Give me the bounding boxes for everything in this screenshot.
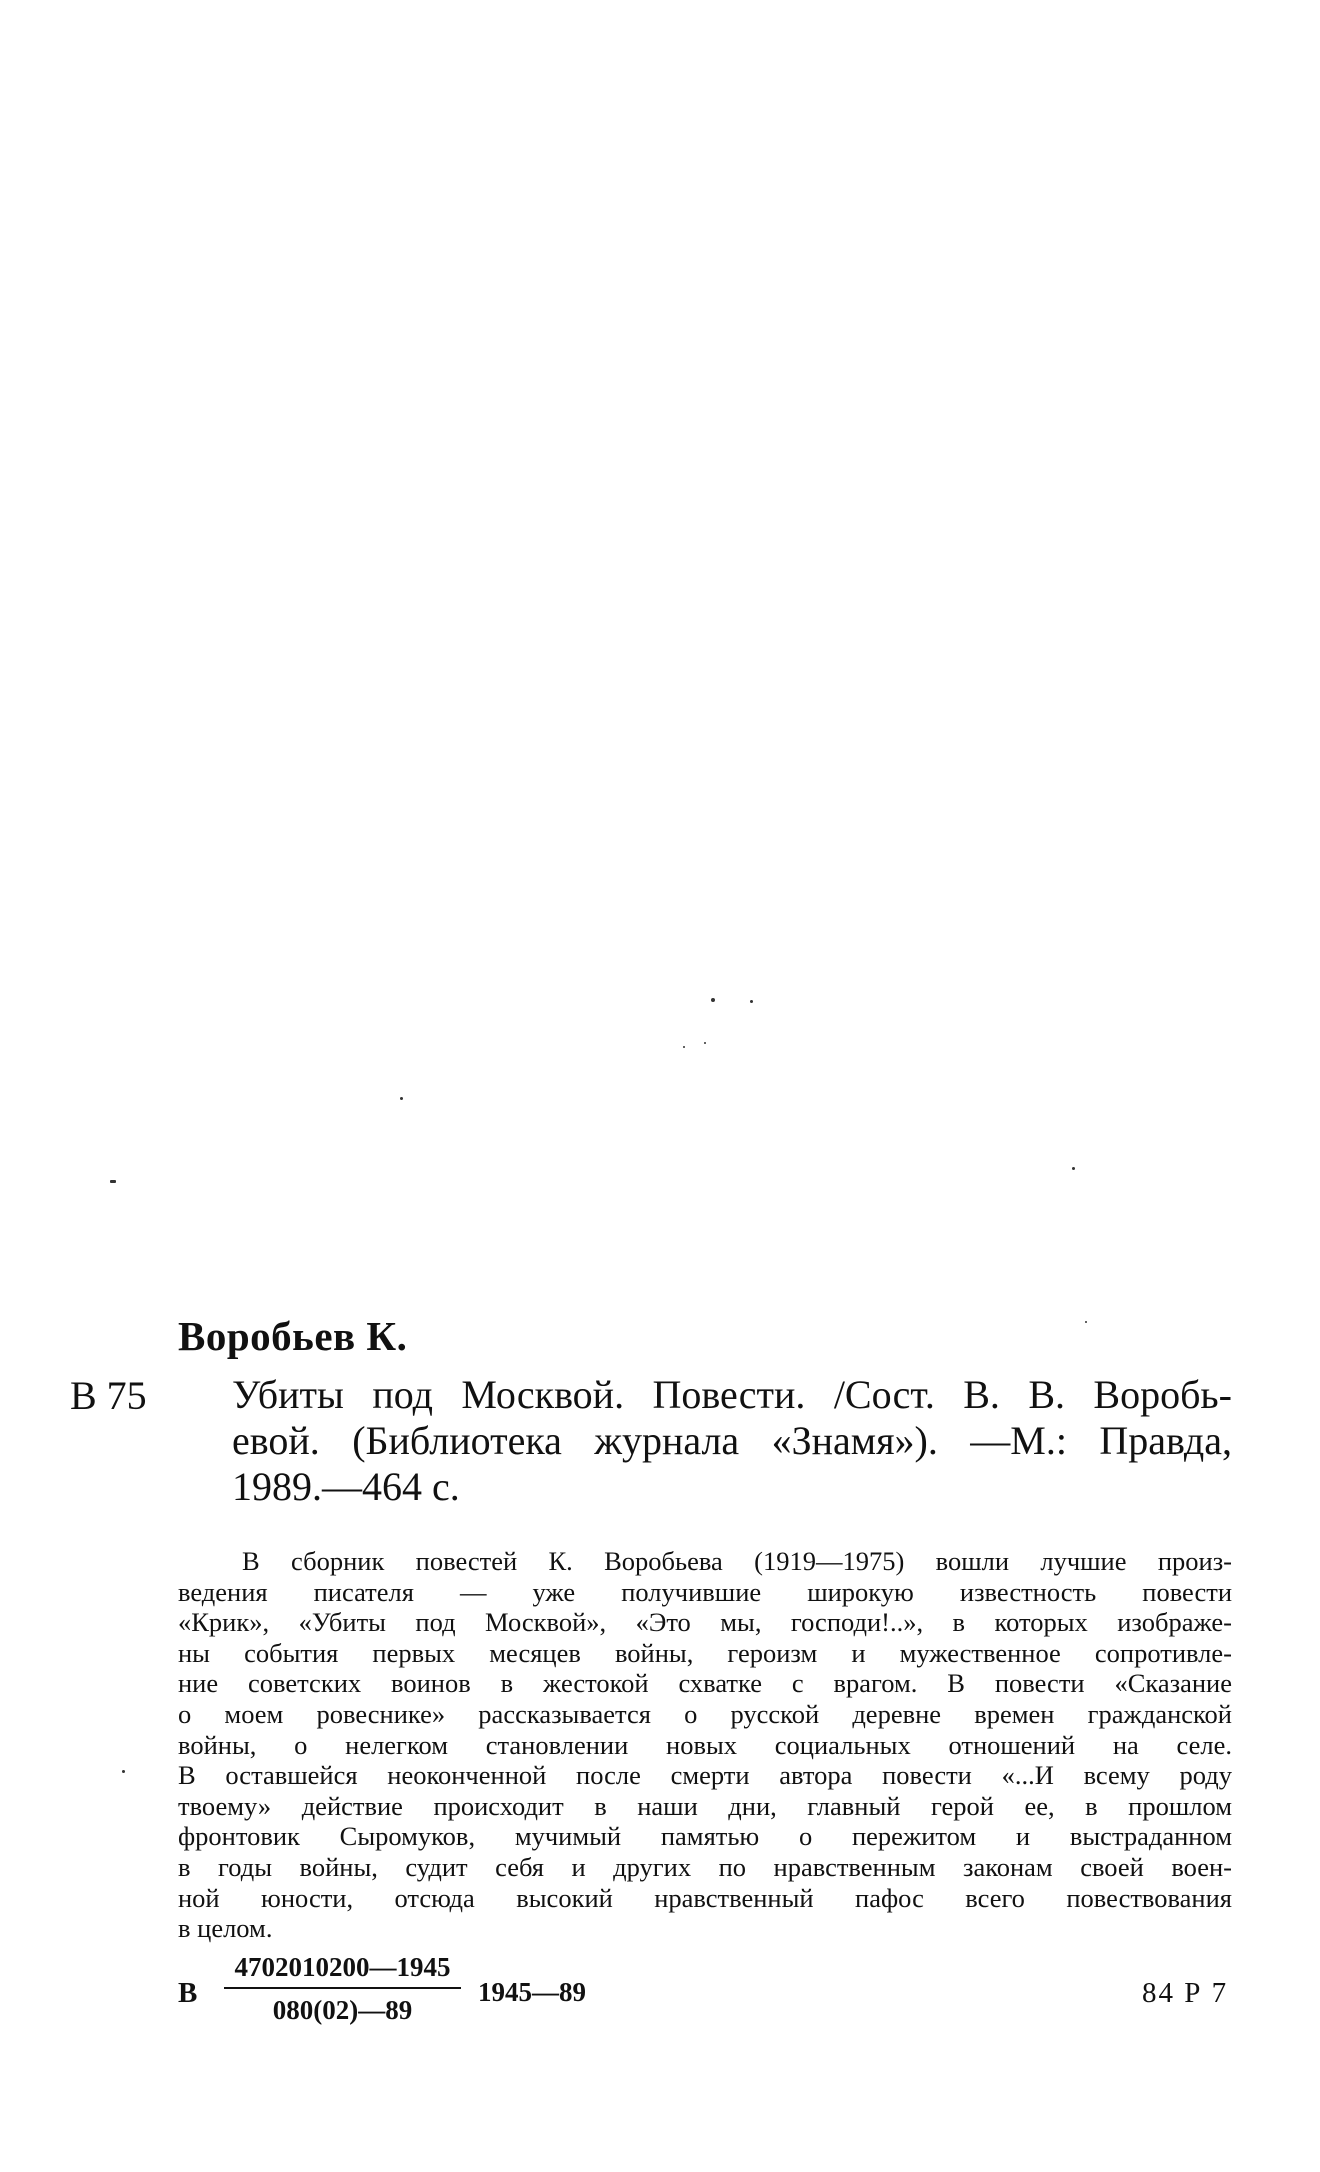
annotation-line: В сборник повестей К. Воробьева (1919—1975) вошли лучшие произ- bbox=[242, 1546, 1232, 1576]
bbk-code: 84 Р 7 bbox=[1142, 1977, 1229, 2009]
index-fraction bbox=[220, 1952, 465, 2026]
index-tail: 1945—89 bbox=[478, 1977, 586, 2007]
annotation-line: ной юности, отсюда высокий нравственный пафос всего повествования bbox=[178, 1882, 1232, 1913]
annotation-line: «Крик», «Убиты под Москвой», «Это мы, господи!..», в которых изображе- bbox=[178, 1607, 1232, 1638]
classification-code: В 75 bbox=[70, 1373, 147, 1418]
annotation-line: В оставшейся неоконченной после смерти автора повести «...И всему роду bbox=[178, 1760, 1232, 1791]
annotation-line: в целом. bbox=[178, 1913, 273, 1944]
citation-line: евой. (Библиотека журнала «Знамя»). —М.: Правда, bbox=[232, 1418, 1232, 1463]
author-heading: Воробьев К. bbox=[178, 1313, 408, 1359]
print-speck bbox=[683, 1046, 685, 1048]
citation-line: 1989.—464 с. bbox=[232, 1464, 460, 1509]
bibliographic-citation bbox=[232, 1372, 1232, 1510]
print-speck bbox=[110, 1180, 116, 1183]
print-speck bbox=[1085, 1321, 1087, 1323]
print-speck bbox=[122, 1770, 125, 1773]
annotation-line: в годы войны, судит себя и других по нравственным законам своей воен- bbox=[178, 1851, 1232, 1882]
index-letter: В bbox=[178, 1977, 198, 2009]
print-speck bbox=[1072, 1167, 1075, 1170]
annotation-line: фронтовик Сыромуков, мучимый памятью о пережитом и выстраданном bbox=[178, 1821, 1232, 1852]
annotation-line: ведения писателя — уже получившие широкую известность повести bbox=[178, 1576, 1232, 1607]
annotation-line: ны события первых месяцев войны, героизм и мужественное сопротивле- bbox=[178, 1637, 1232, 1668]
annotation-line: ние советских воинов в жестокой схватке с врагом. В повести «Сказание bbox=[178, 1668, 1232, 1699]
citation-line: Убиты под Москвой. Повести. /Сост. В. В. Воробь- bbox=[232, 1372, 1232, 1417]
annotation-line: твоему» действие происходит в наши дни, главный герой ее, в прошлом bbox=[178, 1790, 1232, 1821]
print-speck bbox=[711, 998, 715, 1002]
index-denominator: 080(02)—89 bbox=[272, 1995, 413, 2025]
index-numerator: 4702010200—1945 bbox=[234, 1952, 451, 1982]
print-speck bbox=[704, 1042, 706, 1044]
annotation-line: о моем ровеснике» рассказывается о русской деревне времен гражданской bbox=[178, 1698, 1232, 1729]
annotation-line: войны, о нелегком становлении новых социальных отношений на селе. bbox=[178, 1729, 1232, 1760]
print-speck bbox=[400, 1097, 403, 1100]
print-speck bbox=[750, 1000, 753, 1003]
annotation-paragraph bbox=[178, 1546, 1232, 1944]
